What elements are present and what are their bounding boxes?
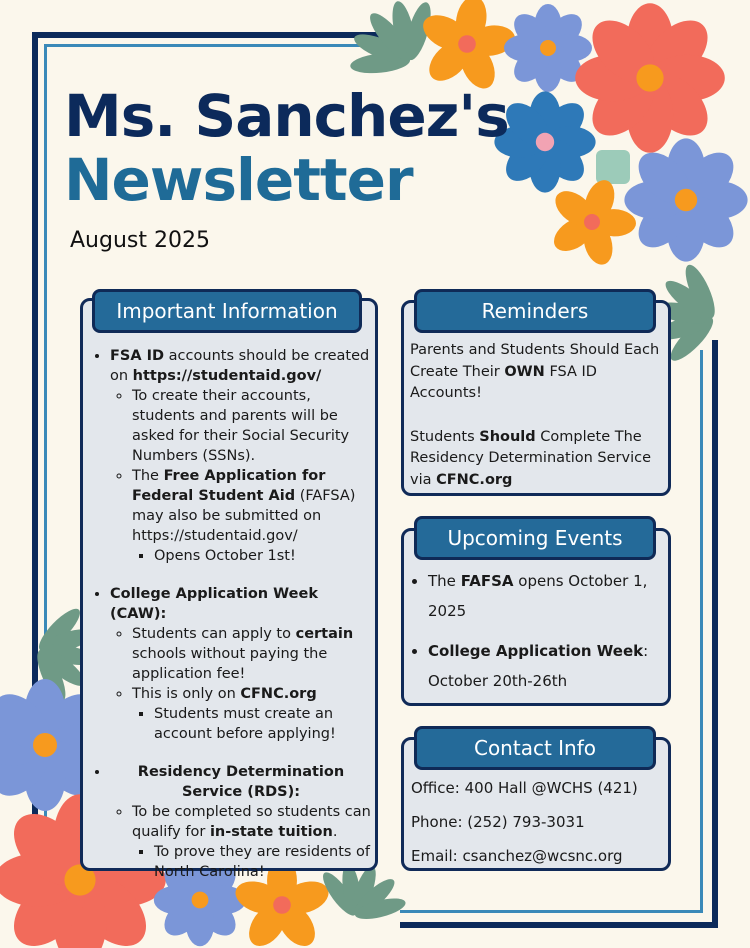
list-item <box>110 584 372 744</box>
flower-dark-blue <box>494 91 595 192</box>
newsletter-date: August 2025 <box>70 228 210 253</box>
fafsa-term: Free Application for Federal Student Aid <box>132 468 326 504</box>
title-line-1: Ms. Sanchez's <box>64 82 509 150</box>
contact-phone[interactable]: Phone: (252) 793-3031 <box>411 813 585 831</box>
cfnc-pre: This is only on <box>132 686 236 702</box>
event-1-bold: FAFSA <box>460 572 514 590</box>
fafsa-post: (FAFSA) may also be submitted on https://studentaid.gov/ <box>132 488 356 544</box>
list-item <box>132 624 372 684</box>
events-content <box>408 566 668 696</box>
flower-blue-right <box>624 138 747 261</box>
reminder-1-post: FSA ID Accounts! <box>410 363 597 401</box>
event-2-bold: College Application Week <box>428 642 644 660</box>
reminders-content <box>410 340 666 513</box>
reminder-1 <box>410 340 666 405</box>
fsa-id-term: FSA ID <box>110 348 165 364</box>
list-item <box>132 802 372 882</box>
list-item <box>110 762 372 882</box>
event-1-pre: The <box>428 572 456 590</box>
flower-orange-mid <box>548 176 637 268</box>
list-item: ▪ Opens October 1st! <box>154 546 372 566</box>
reminder-2-bold2: CFNC.org <box>436 471 513 488</box>
contact-content <box>411 776 669 878</box>
event-1-post: opens October 1, 2025 <box>428 572 648 620</box>
reminder-1-bold: OWN <box>504 363 545 380</box>
contact-email[interactable]: Email: csanchez@wcsnc.org <box>411 847 623 865</box>
flower-orange-top <box>417 0 517 94</box>
reminder-2-bold: Should <box>479 428 536 445</box>
fafsa-pre: The <box>132 468 159 484</box>
caw-post: schools without paying the application fee! <box>132 646 328 682</box>
important-info-content <box>90 346 372 900</box>
cfnc-term: CFNC.org <box>240 686 317 702</box>
list-item <box>132 684 372 744</box>
studentaid-link[interactable]: https://studentaid.gov/ <box>132 368 322 384</box>
reminder-2 <box>410 427 666 492</box>
list-item <box>428 636 668 696</box>
caw-pre: Students can apply to <box>132 626 291 642</box>
reminder-2-pre: Students <box>410 428 475 445</box>
list-item: ▪ To prove they are residents of North Carolina! <box>154 842 372 882</box>
flower-coral-top-right <box>575 3 725 153</box>
contact-heading: Contact Info <box>414 726 656 770</box>
leaf-top-left <box>349 0 435 76</box>
rds-post: . <box>332 824 338 840</box>
title-line-2: Newsletter <box>64 146 413 214</box>
list-item <box>428 566 668 626</box>
reminders-heading: Reminders <box>414 289 656 333</box>
fsa-id-text: accounts should be created on <box>110 348 370 384</box>
rds-bold: in-state tuition <box>209 824 333 840</box>
reminder-2-mid: Complete The Residency Determination Service via <box>410 428 652 488</box>
list-item <box>132 466 372 566</box>
list-item: ▪ Students must create an account before applying! <box>154 704 372 744</box>
important-info-heading: Important Information <box>92 289 362 333</box>
reminder-1-pre: Parents and Students Should Each Create Their <box>410 342 660 380</box>
contact-office: Office: 400 Hall @WCHS (421) <box>411 779 638 797</box>
rds-pre: To be completed so students can qualify for <box>132 804 371 840</box>
events-heading: Upcoming Events <box>414 516 656 560</box>
caw-bold: certain <box>295 626 354 642</box>
decor-square <box>596 150 630 184</box>
list-item <box>110 346 372 566</box>
list-item: ◦ To create their accounts, students and parents will be asked for their Social Security Numbers (SSNs). <box>132 386 372 466</box>
caw-term: College Application Week (CAW): <box>110 586 318 622</box>
rds-term: • Residency Determination Service (RDS): <box>137 764 345 800</box>
event-2-post: : October 20th-26th <box>428 642 649 690</box>
